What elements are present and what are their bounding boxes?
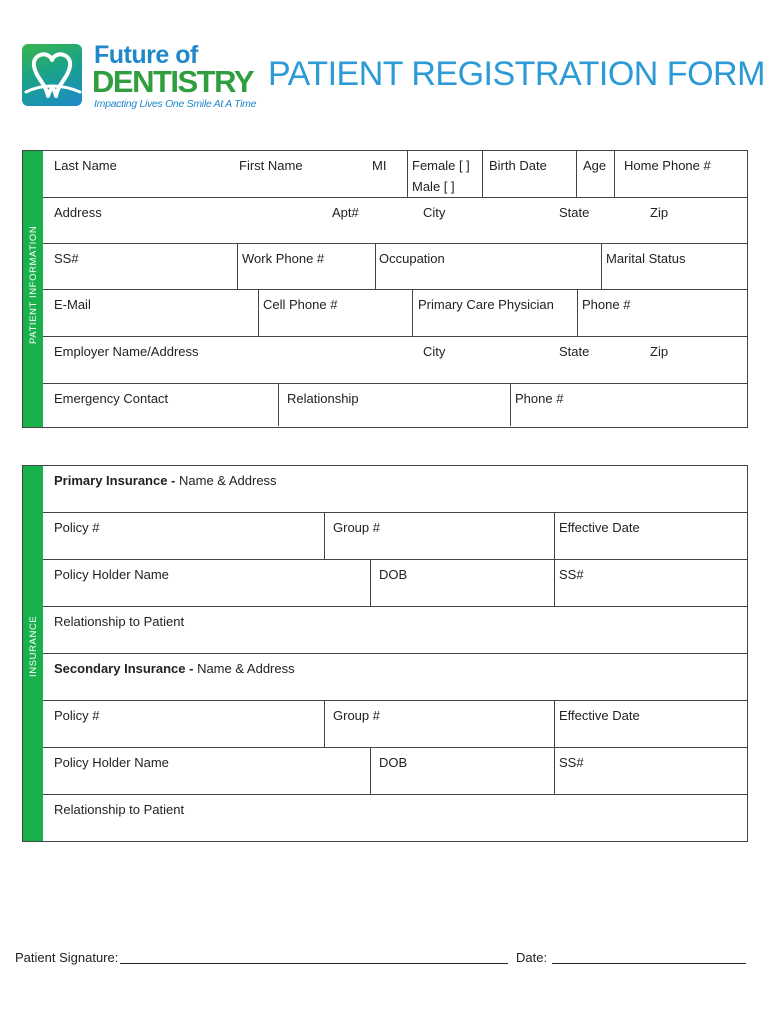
- signature-label: Patient Signature:: [15, 950, 119, 965]
- secondary-holder-row: [43, 748, 747, 795]
- field-label: Marital Status: [606, 251, 686, 266]
- field-label: Employer Name/Address: [54, 344, 199, 359]
- field-label: City: [423, 344, 446, 359]
- last-name-field[interactable]: [43, 151, 407, 197]
- insurance-sidebar: [23, 466, 43, 841]
- primary-policy-row: [43, 513, 747, 560]
- ssn-field[interactable]: [43, 244, 237, 289]
- physician-phone-field[interactable]: [577, 290, 747, 336]
- secondary-ssn-field[interactable]: [554, 748, 747, 794]
- birth-date-field[interactable]: [482, 151, 576, 197]
- insurance-section: [22, 465, 748, 842]
- secondary-dob-field[interactable]: [370, 748, 554, 794]
- field-label: Relationship: [287, 391, 359, 406]
- field-label: DOB: [379, 755, 408, 770]
- field-label: MI: [372, 158, 387, 173]
- field-label: Effective Date: [559, 520, 640, 535]
- logo-text-line1: Future of: [94, 41, 198, 69]
- primary-group-field[interactable]: [324, 513, 554, 559]
- field-label: Cell Phone #: [263, 297, 338, 312]
- primary-effective-date-field[interactable]: [554, 513, 747, 559]
- male-checkbox-label: Male [ ]: [412, 179, 455, 194]
- employer-address-field[interactable]: [43, 337, 747, 383]
- primary-ssn-field[interactable]: [554, 560, 747, 606]
- field-label: Policy Holder Name: [54, 567, 169, 582]
- emergency-relationship-field[interactable]: [278, 384, 510, 426]
- field-label: Apt#: [332, 205, 359, 220]
- date-label: Date:: [516, 950, 548, 965]
- field-label: [54, 473, 277, 488]
- field-label: Relationship to Patient: [54, 614, 185, 629]
- primary-insurance-heading: Primary Insurance -: [54, 473, 176, 488]
- age-field[interactable]: [576, 151, 614, 197]
- field-label: Home Phone #: [624, 158, 711, 173]
- secondary-relationship-row: [43, 795, 747, 840]
- secondary-policy-field[interactable]: [43, 701, 324, 747]
- email-field[interactable]: [43, 290, 258, 336]
- field-label: SS#: [559, 567, 584, 582]
- field-label: E-Mail: [54, 297, 91, 312]
- tooth-logo-icon: [22, 44, 82, 106]
- field-label: Work Phone #: [242, 251, 325, 266]
- primary-holder-name-field[interactable]: [43, 560, 370, 606]
- field-label: Occupation: [379, 251, 445, 266]
- primary-policy-field[interactable]: [43, 513, 324, 559]
- field-label: [54, 661, 295, 676]
- form-row-employment: [43, 244, 747, 290]
- primary-dob-field[interactable]: [370, 560, 554, 606]
- field-label: Zip: [650, 205, 669, 220]
- form-row-employer: [43, 337, 747, 384]
- field-label: City: [423, 205, 446, 220]
- form-row-contact: [43, 290, 747, 337]
- field-label: Emergency Contact: [54, 391, 169, 406]
- field-label: Policy Holder Name: [54, 755, 169, 770]
- date-line[interactable]: [552, 963, 746, 964]
- patient-information-section: [22, 150, 748, 428]
- field-label: Primary Care Physician: [418, 297, 554, 312]
- sidebar-label-patient-information: PATIENT INFORMATION: [28, 225, 39, 344]
- signature-line[interactable]: [120, 963, 508, 964]
- patient-information-sidebar: [23, 151, 43, 427]
- form-row-address: [43, 198, 747, 244]
- field-label: SS#: [54, 251, 79, 266]
- cell-phone-field[interactable]: [258, 290, 412, 336]
- field-label: SS#: [559, 755, 584, 770]
- field-label: Phone #: [582, 297, 631, 312]
- secondary-insurance-subheading: Name & Address: [193, 661, 295, 676]
- address-field[interactable]: [43, 198, 747, 243]
- field-label: Policy #: [54, 520, 100, 535]
- primary-insurance-row: [43, 466, 747, 513]
- gender-field[interactable]: [407, 151, 482, 197]
- page-title: PATIENT REGISTRATION FORM: [268, 55, 765, 93]
- primary-insurance-name-address-field[interactable]: [43, 466, 747, 512]
- primary-relationship-field[interactable]: [43, 607, 747, 653]
- secondary-group-field[interactable]: [324, 701, 554, 747]
- female-checkbox-label: Female [ ]: [412, 158, 470, 173]
- form-row-name: [43, 151, 747, 198]
- field-label: Phone #: [515, 391, 564, 406]
- primary-holder-row: [43, 560, 747, 607]
- field-label: Address: [54, 205, 102, 220]
- primary-insurance-subheading: Name & Address: [175, 473, 277, 488]
- secondary-effective-date-field[interactable]: [554, 701, 747, 747]
- field-label: Group #: [333, 520, 380, 535]
- secondary-relationship-field[interactable]: [43, 795, 747, 840]
- work-phone-field[interactable]: [237, 244, 375, 289]
- home-phone-field[interactable]: [614, 151, 747, 197]
- field-label: Age: [583, 158, 607, 173]
- field-label: State: [559, 205, 590, 220]
- field-label: Relationship to Patient: [54, 802, 185, 817]
- primary-relationship-row: [43, 607, 747, 654]
- field-label: Effective Date: [559, 708, 640, 723]
- logo-text-line2: DENTISTRY: [92, 64, 254, 99]
- secondary-policy-row: [43, 701, 747, 748]
- field-label: Zip: [650, 344, 669, 359]
- secondary-insurance-heading: Secondary Insurance -: [54, 661, 194, 676]
- field-label: Birth Date: [489, 158, 547, 173]
- field-label: First Name: [239, 158, 303, 173]
- occupation-field[interactable]: [375, 244, 601, 289]
- emergency-contact-field[interactable]: [43, 384, 278, 426]
- logo: [22, 41, 257, 112]
- field-label: Policy #: [54, 708, 100, 723]
- field-label: Group #: [333, 708, 380, 723]
- form-row-emergency: [43, 384, 747, 426]
- primary-care-physician-field[interactable]: [412, 290, 577, 336]
- field-label: State: [559, 344, 590, 359]
- secondary-insurance-name-address-field[interactable]: [43, 654, 747, 700]
- marital-status-field[interactable]: [601, 244, 747, 289]
- secondary-insurance-row: [43, 654, 747, 701]
- secondary-holder-name-field[interactable]: [43, 748, 370, 794]
- logo-tagline: Impacting Lives One Smile At A Time: [94, 98, 257, 110]
- sidebar-label-insurance: INSURANCE: [28, 615, 39, 677]
- field-label: Last Name: [54, 158, 117, 173]
- emergency-phone-field[interactable]: [510, 384, 747, 426]
- field-label: DOB: [379, 567, 408, 582]
